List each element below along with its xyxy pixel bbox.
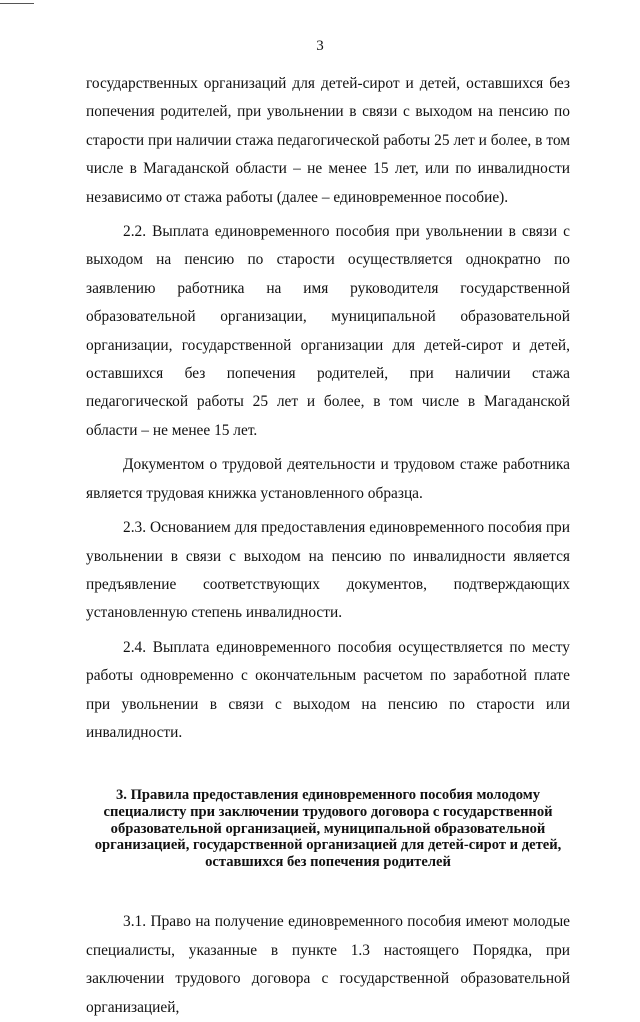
section-3-heading (86, 787, 570, 870)
page-number: 3 (316, 38, 324, 54)
document-body (86, 70, 570, 1022)
scan-corner-mark (0, 0, 34, 4)
section-3-heading-line: специалисту при заключении трудового договора с государственной (103, 803, 553, 820)
section-3-heading-line: оставшихся без попечения родителей (205, 853, 451, 870)
paragraph-2-4: 2.4. Выплата единовременного пособия осуществляется по месту работы одновременно с окончательным расчетом по заработной плате при увольнении в связи с выходом на пенсию по старости или инвалидности. (86, 638, 570, 741)
paragraph-3-1: 3.1. Право на получение единовременного пособия имеют молодые специалисты, указанные в пункте 1.3 настоящего Порядка, при заключении трудового договора с государственной образовательной организацией, (86, 913, 570, 1016)
paragraph-document-work-record: Документом о трудовой деятельности и трудовом стаже работника является трудовая книжка установленного образца. (86, 456, 570, 502)
paragraph-continuation: государственных организаций для детей-сирот и детей, оставшихся без попечения родителей, при увольнении в связи с выходом на пенсию по старости при наличии стажа педагогической работы 25 лет и более, в том числе в Магаданской области – не менее 15 лет, или по инвалидности независимо от стажа работы (далее – единовременное пособие). (86, 75, 570, 206)
section-3-heading-line: 3. Правила предоставления единовременного пособия молодому (115, 787, 541, 804)
section-3-heading-line: образовательной организацией, муниципальной образовательной (110, 820, 546, 837)
section-3-heading-line: организацией, государственной организацией для детей-сирот и детей, (94, 837, 562, 854)
paragraph-2-3: 2.3. Основанием для предоставления единовременного пособия при увольнении в связи с выходом на пенсию по инвалидности является предъявление соответствующих документов, подтверждающих установленную степень инвалидности. (86, 519, 570, 622)
paragraph-2-2: 2.2. Выплата единовременного пособия при увольнении в связи с выходом на пенсию по старости осуществляется однократно по заявлению работника на имя руководителя государственной образовательной организации, муниципальной образовательной организации, государственной организации для детей-сирот и детей, оставшихся без попечения родителей, при наличии стажа педагогической работы 25 лет и более, в том числе в Магаданской области – не менее 15 лет. (86, 223, 570, 439)
